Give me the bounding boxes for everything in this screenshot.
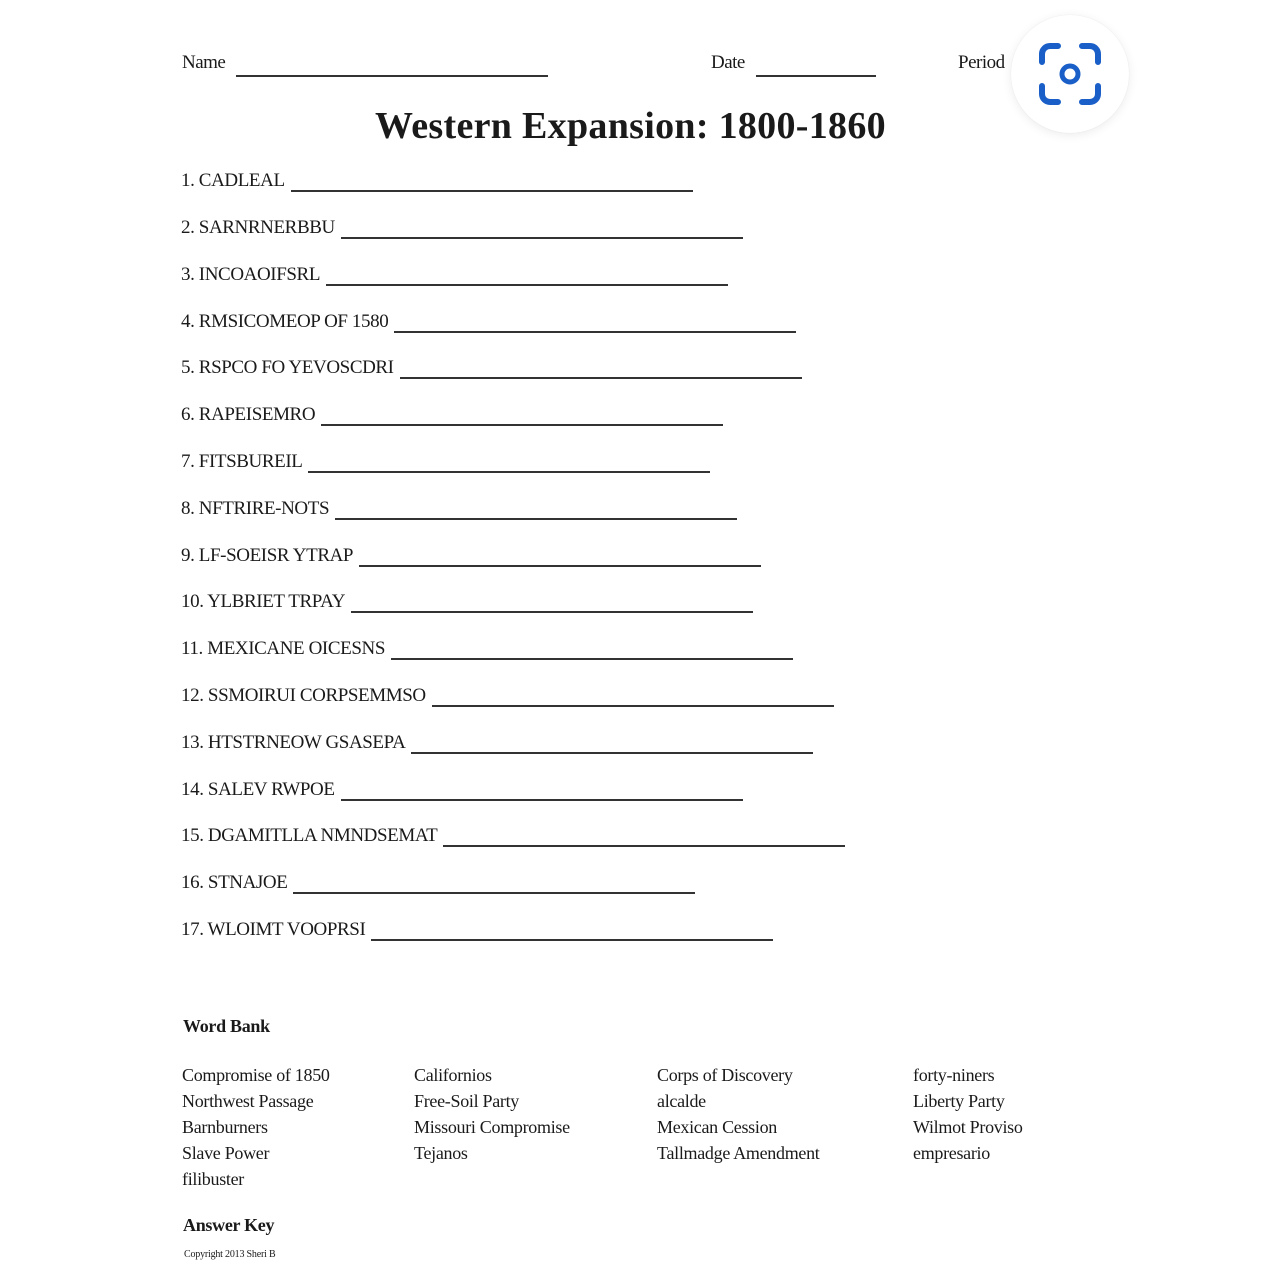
question-row [181,311,901,341]
question-text: 15. DGAMITLLA NMNDSEMAT [181,825,438,846]
name-label: Name [182,52,226,73]
page-title: Western Expansion: 1800-1860 [375,105,886,147]
answer-blank [443,829,845,847]
question-row [181,498,901,528]
answer-blank [391,642,793,660]
copyright-text: Copyright 2013 Sheri B [184,1249,276,1260]
answer-blank [351,595,753,613]
question-text: 13. HTSTRNEOW GSASEPA [181,732,406,753]
answer-blank [394,315,796,333]
question-row [181,779,901,809]
question-text: 8. NFTRIRE-NOTS [181,498,330,519]
answer-blank [335,502,737,520]
answer-blank [341,221,743,239]
word-bank-term: Barnburners [182,1117,268,1137]
question-text: 6. RAPEISEMRO [181,404,316,425]
word-bank-term: Tallmadge Amendment [657,1143,820,1163]
question-text: 5. RSPCO FO YEVOSCDRI [181,357,394,378]
question-row [181,732,901,762]
answer-blank [411,736,813,754]
word-bank-column [414,1062,570,1166]
question-row [181,264,901,294]
lens-button[interactable] [1011,15,1129,133]
word-bank-term: Tejanos [414,1143,468,1163]
answer-blank [308,455,710,473]
answer-key-heading: Answer Key [183,1215,275,1235]
word-bank-column [913,1062,1023,1166]
answer-blank [326,268,728,286]
answer-blank [341,783,743,801]
word-bank-term: Liberty Party [913,1091,1005,1111]
question-text: 12. SSMOIRUI CORPSEMMSO [181,685,426,706]
question-text: 9. LF-SOEISR YTRAP [181,545,354,566]
question-row [181,872,901,902]
question-row [181,217,901,247]
google-lens-icon [1036,40,1104,108]
question-text: 16. STNAJOE [181,872,288,893]
question-row [181,638,901,668]
question-text: 2. SARNRNERBBU [181,217,335,238]
answer-blank [371,923,773,941]
word-bank-term: forty-niners [913,1065,995,1085]
word-bank-term: filibuster [182,1169,244,1189]
question-row [181,919,901,949]
word-bank-term: Corps of Discovery [657,1065,793,1085]
question-text: 10. YLBRIET TRPAY [181,591,346,612]
question-row [181,591,901,621]
question-text: 3. INCOAOIFSRL [181,264,321,285]
word-bank-column [182,1062,330,1192]
word-bank-term: Missouri Compromise [414,1117,570,1137]
question-row [181,685,901,715]
answer-blank [432,689,834,707]
word-bank-term: Free-Soil Party [414,1091,519,1111]
answer-blank [400,361,802,379]
word-bank-term: empresario [913,1143,990,1163]
question-text: 14. SALEV RWPOE [181,779,335,800]
answer-blank [291,174,693,192]
question-row [181,451,901,481]
word-bank-heading: Word Bank [183,1016,270,1036]
word-bank-term: alcalde [657,1091,706,1111]
question-row [181,357,901,387]
date-blank [756,58,876,77]
word-bank-term: Compromise of 1850 [182,1065,330,1085]
question-text: 4. RMSICOMEOP OF 1580 [181,311,389,332]
name-blank [236,58,548,77]
question-row [181,404,901,434]
question-text: 17. WLOIMT VOOPRSI [181,919,366,940]
answer-blank [293,876,695,894]
answer-blank [321,408,723,426]
word-bank-column [657,1062,820,1166]
question-row [181,170,901,200]
word-bank-term: Slave Power [182,1143,270,1163]
question-text: 11. MEXICANE OICESNS [181,638,385,659]
date-label: Date [711,52,745,73]
question-row [181,825,901,855]
question-row [181,545,901,575]
question-text: 7. FITSBUREIL [181,451,303,472]
period-label: Period [958,52,1005,73]
word-bank-term: Wilmot Proviso [913,1117,1023,1137]
word-bank-term: Californios [414,1065,492,1085]
question-text: 1. CADLEAL [181,170,285,191]
answer-blank [359,549,761,567]
word-bank-term: Northwest Passage [182,1091,314,1111]
word-bank-term: Mexican Cession [657,1117,777,1137]
